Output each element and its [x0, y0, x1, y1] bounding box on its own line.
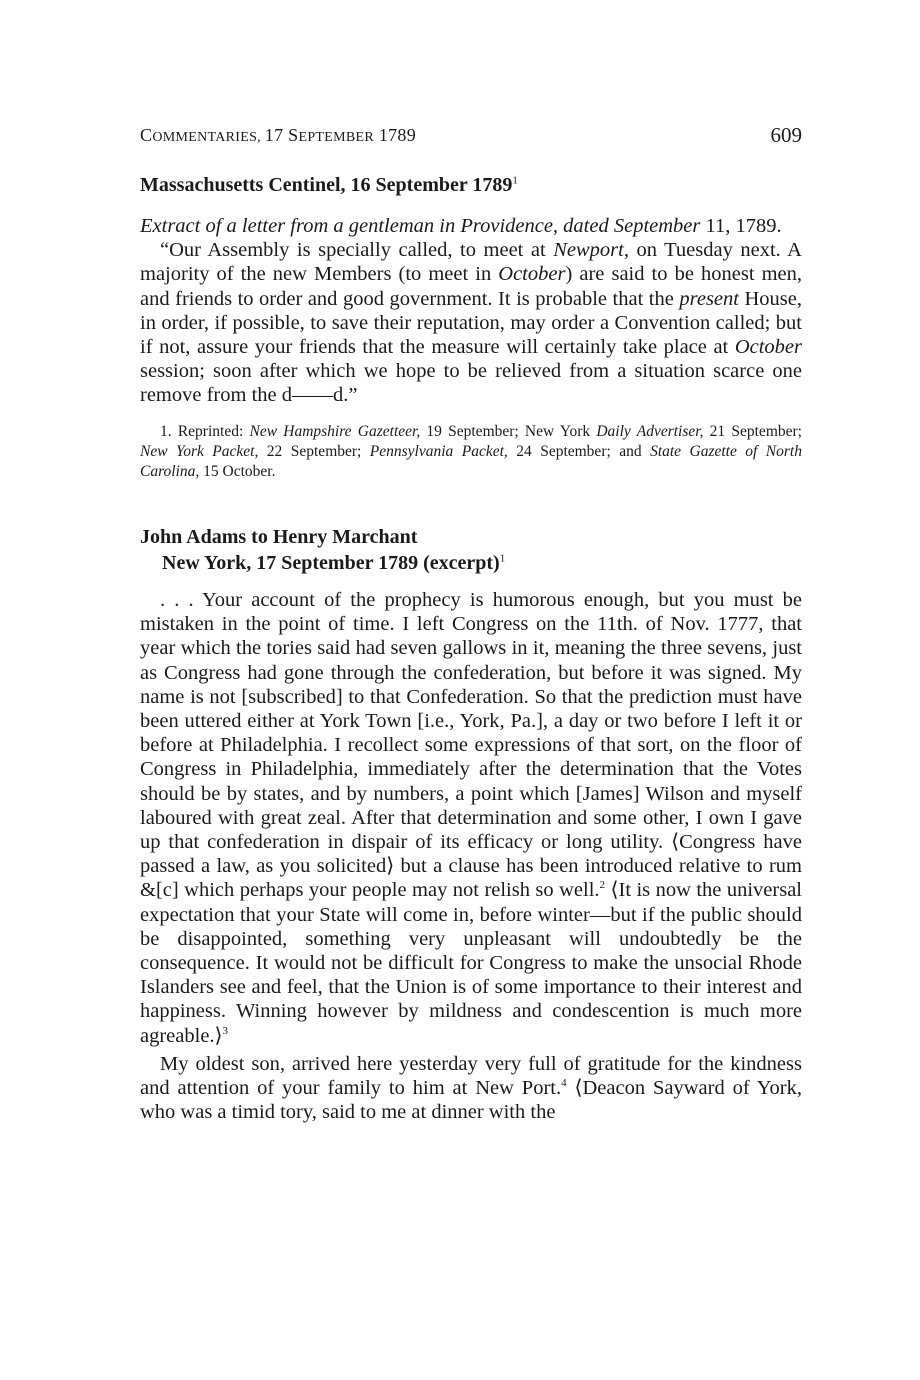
- document-section: [140, 524, 802, 1124]
- footnote-ref: 3: [222, 1024, 229, 1037]
- section-title: John Adams to Henry Marchant New York, 17 September 1789 (excerpt)$^1$: [140, 526, 506, 574]
- page-number: 609: [770, 123, 802, 147]
- running-head: COMMENTARIES, 17 SEPTEMBER 1789: [140, 125, 417, 145]
- body-paragraph: “Our Assembly is specially called, to meet at Newport, on Tuesday next. A majority of the new Members (to meet in October) are said to be honest men, and friends to order and good government. It is probable that the present House, in order, if possible, to save their reputation, may order a Convention called; but if not, assure your friends that the measure will certainly take place at October session; soon after which we hope to be relieved from a situation scarce one remove from the d——d.”: [140, 239, 803, 407]
- footnote-ref: 2: [599, 879, 606, 892]
- body-paragraph: . . . Your account of the prophecy is humorous enough, but you must be mistaken in the point of time. I left Congress on the 11th. of Nov. 1777, that year which the tories said had seven gallows in it, meaning the three sevens, just as Congress had gone through the confederation, but before it was signed. My name is not [subscribed] to that Confederation. So that the prediction must have been uttered either at York Town [i.e., York, Pa.], a day or two before I left it or before at Philadelphia. I recollect some expressions of that sort, on the floor of Congress in Philadelphia, immediately after the determination that the Votes should be by states, and by numbers, a point which [James] Wilson and myself laboured with great zeal. After that determination and some other, I own I gave up that confederation in dispair of its efficacy or long utility. ⟨Congress have passed a law, as you solicited⟩ but a clause has been introduced relative to rum &[c] which perhaps your people may not relish so well.$^2$ ⟨It is now the universal expectation that your State will come in, before winter—but if the public should be disappointed, something very unpleasant will undoubtedly be the consequence. It would not be difficult for Congress to make the unsocial Rhode Islanders see and feel, that the Union is of some importance to their interest and happiness. Winning however by mildness and condescention is much more agreable.⟩$^3$: [140, 589, 803, 1047]
- footnote-ref: 1: [512, 174, 518, 187]
- section-title: Massachusetts Centinel, 16 September 1789$^1$: [140, 174, 518, 196]
- dateline: Extract of a letter from a gentleman in Providence, dated September 11, 1789.: [140, 215, 782, 237]
- body-paragraph: My oldest son, arrived here yesterday very full of gratitude for the kindness and attention of your family to him at New Port.$^4$ ⟨Deacon Sayward of York, who was a timid tory, said to me at dinner with the: [140, 1052, 802, 1124]
- footnote-ref: 1: [499, 552, 506, 565]
- footnote: 1. Reprinted: New Hampshire Gazetteer, 19 September; New York Daily Advertiser, 21 September; New York Packet, 22 September; Pennsylvania Packet, 24 September; and State Gazette of North Carolina, 15 October.: [140, 422, 802, 480]
- document-section: [140, 172, 802, 482]
- footnote-ref: 4: [561, 1077, 567, 1090]
